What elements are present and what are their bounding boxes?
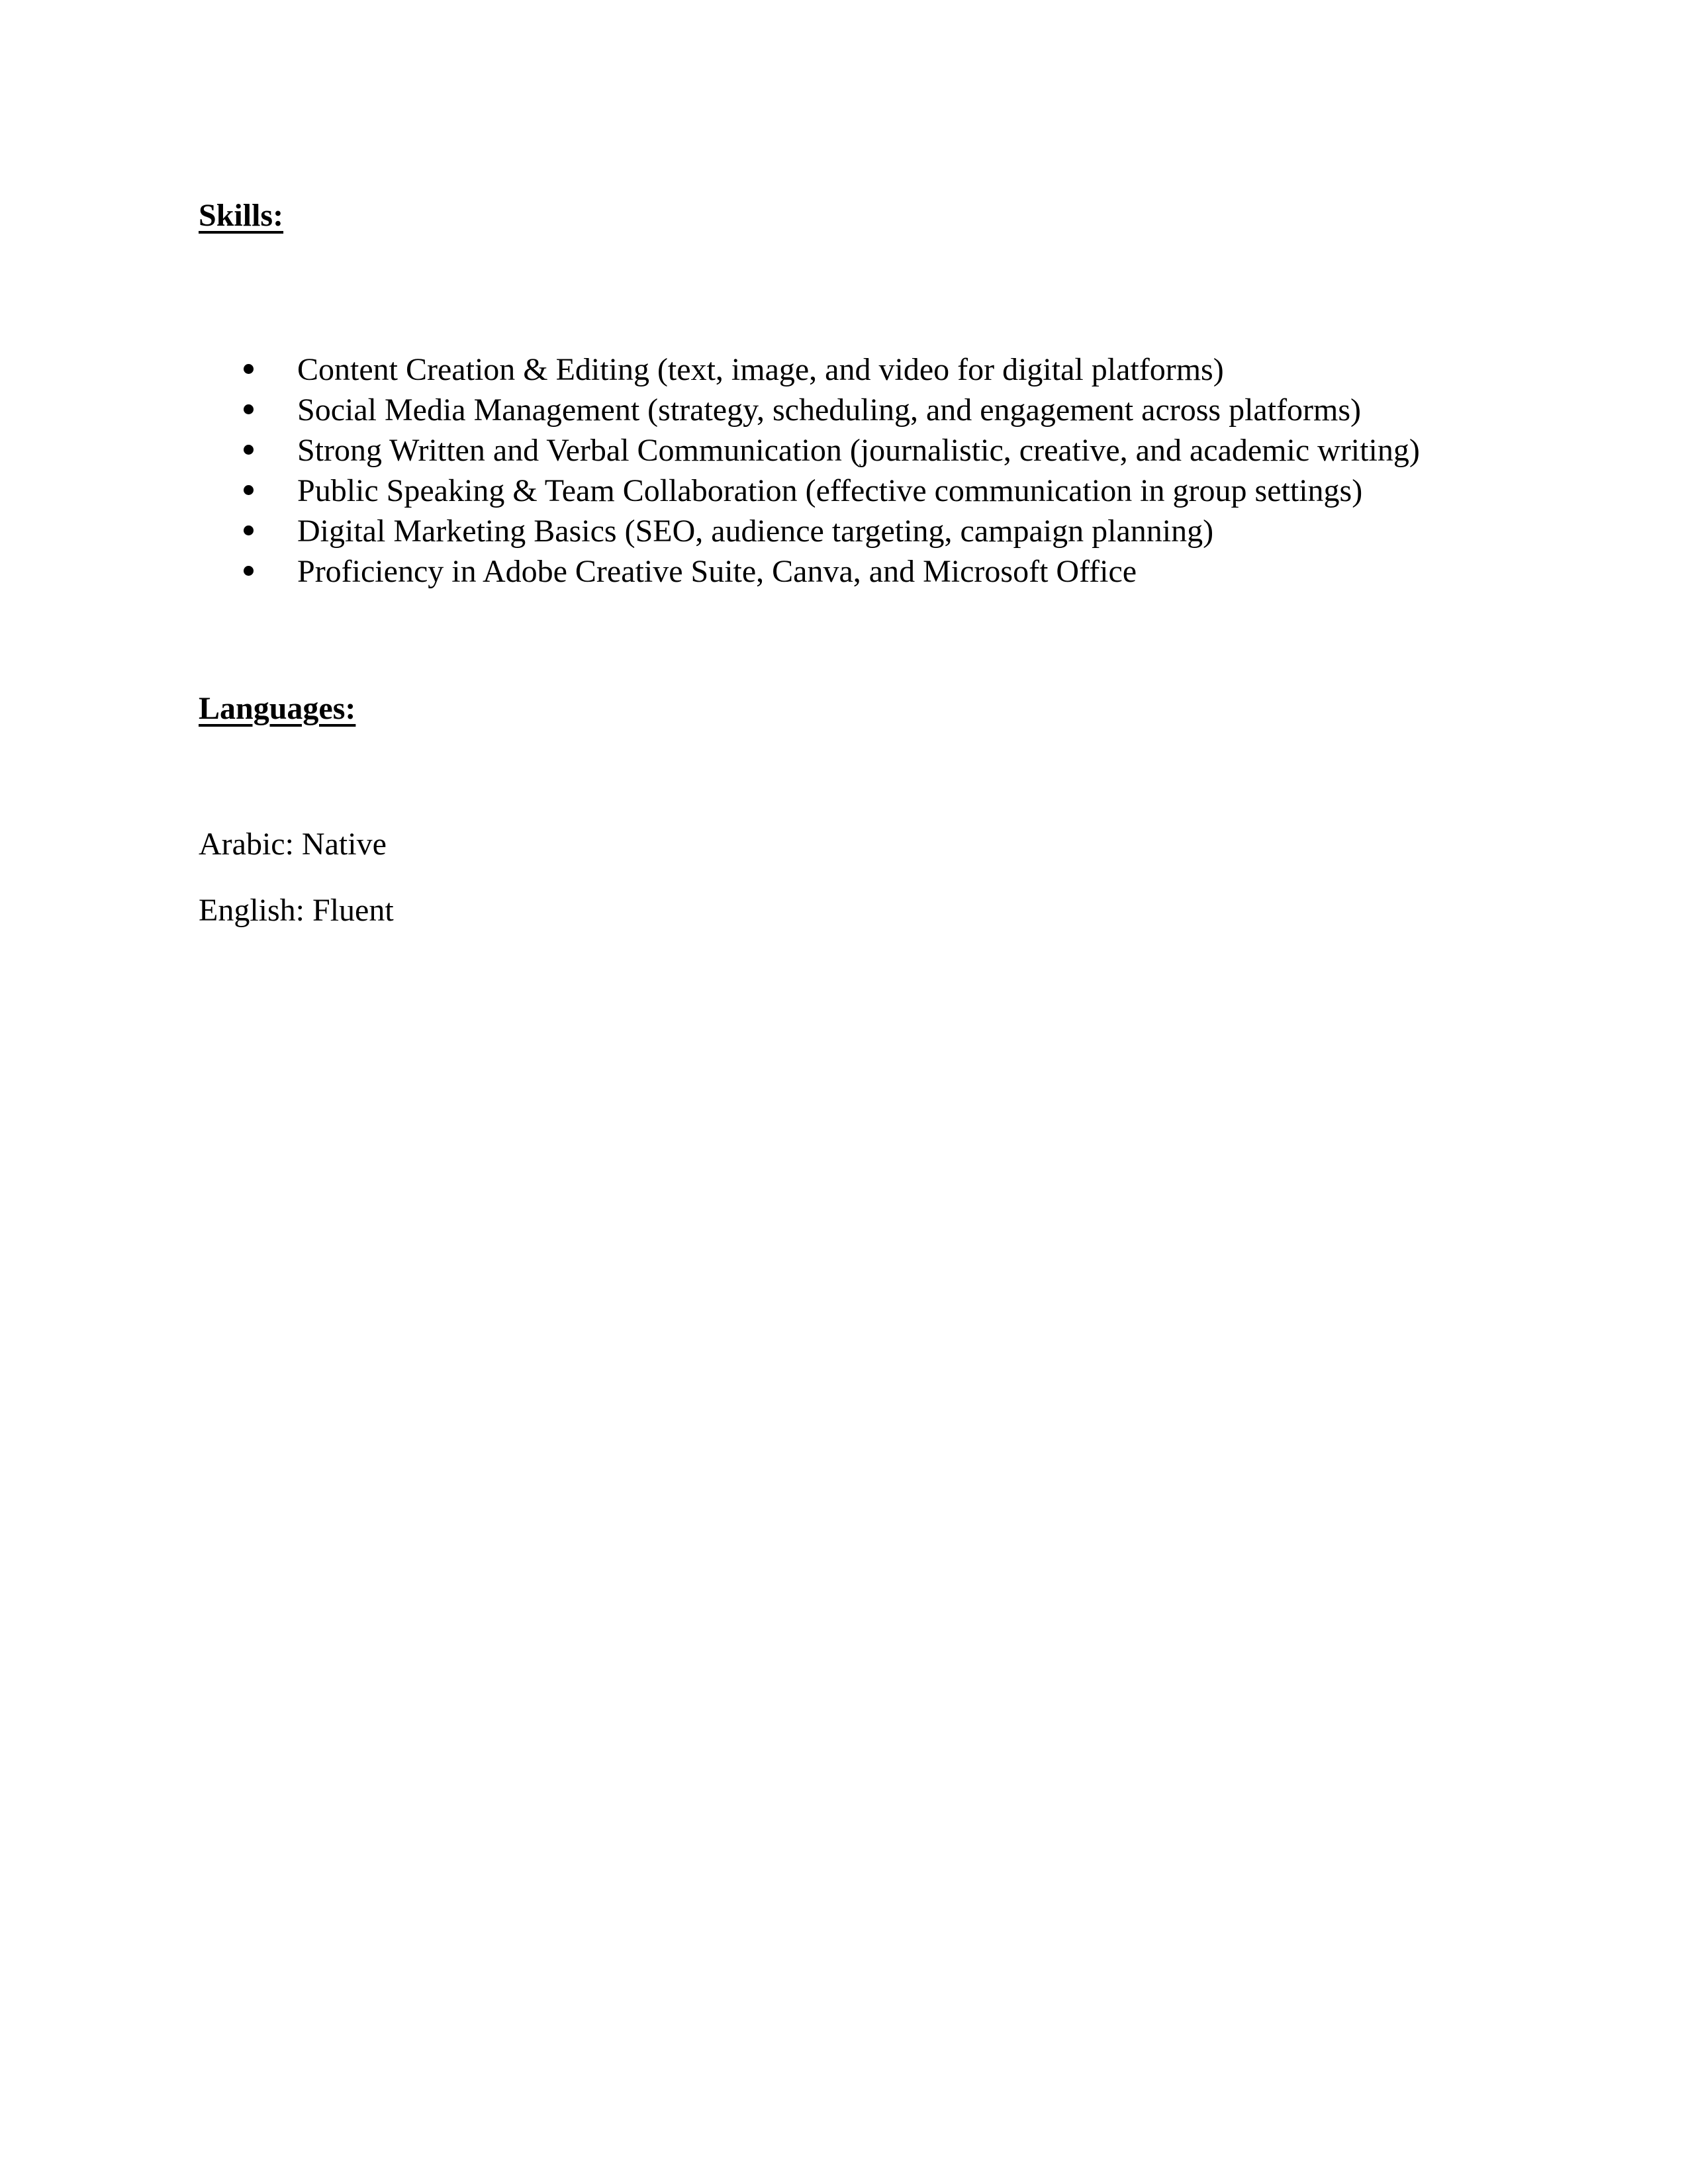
- bullet-icon: [244, 404, 254, 414]
- bullet-icon: [244, 364, 254, 374]
- skill-item-text: Social Media Management (strategy, scheduling, and engagement across platforms): [297, 392, 1362, 428]
- bullet-icon: [244, 566, 254, 576]
- skill-item-text: Content Creation & Editing (text, image, and video for digital platforms): [297, 352, 1224, 387]
- skill-item-text: Strong Written and Verbal Communication (journalistic, creative, and academic writing): [297, 433, 1420, 468]
- bullet-icon: [244, 485, 254, 495]
- skill-item-text: Digital Marketing Basics (SEO, audience targeting, campaign planning): [297, 514, 1214, 549]
- language-item-arabic: Arabic: Native: [199, 827, 387, 862]
- skills-heading: Skills:: [199, 198, 284, 233]
- skill-item-text: Proficiency in Adobe Creative Suite, Canva, and Microsoft Office: [297, 554, 1137, 589]
- language-item-english: English: Fluent: [199, 893, 394, 928]
- bullet-icon: [244, 525, 254, 535]
- bullet-icon: [244, 445, 254, 455]
- skill-item-text: Public Speaking & Team Collaboration (effective communication in group settings): [297, 473, 1363, 508]
- languages-heading: Languages:: [199, 691, 356, 726]
